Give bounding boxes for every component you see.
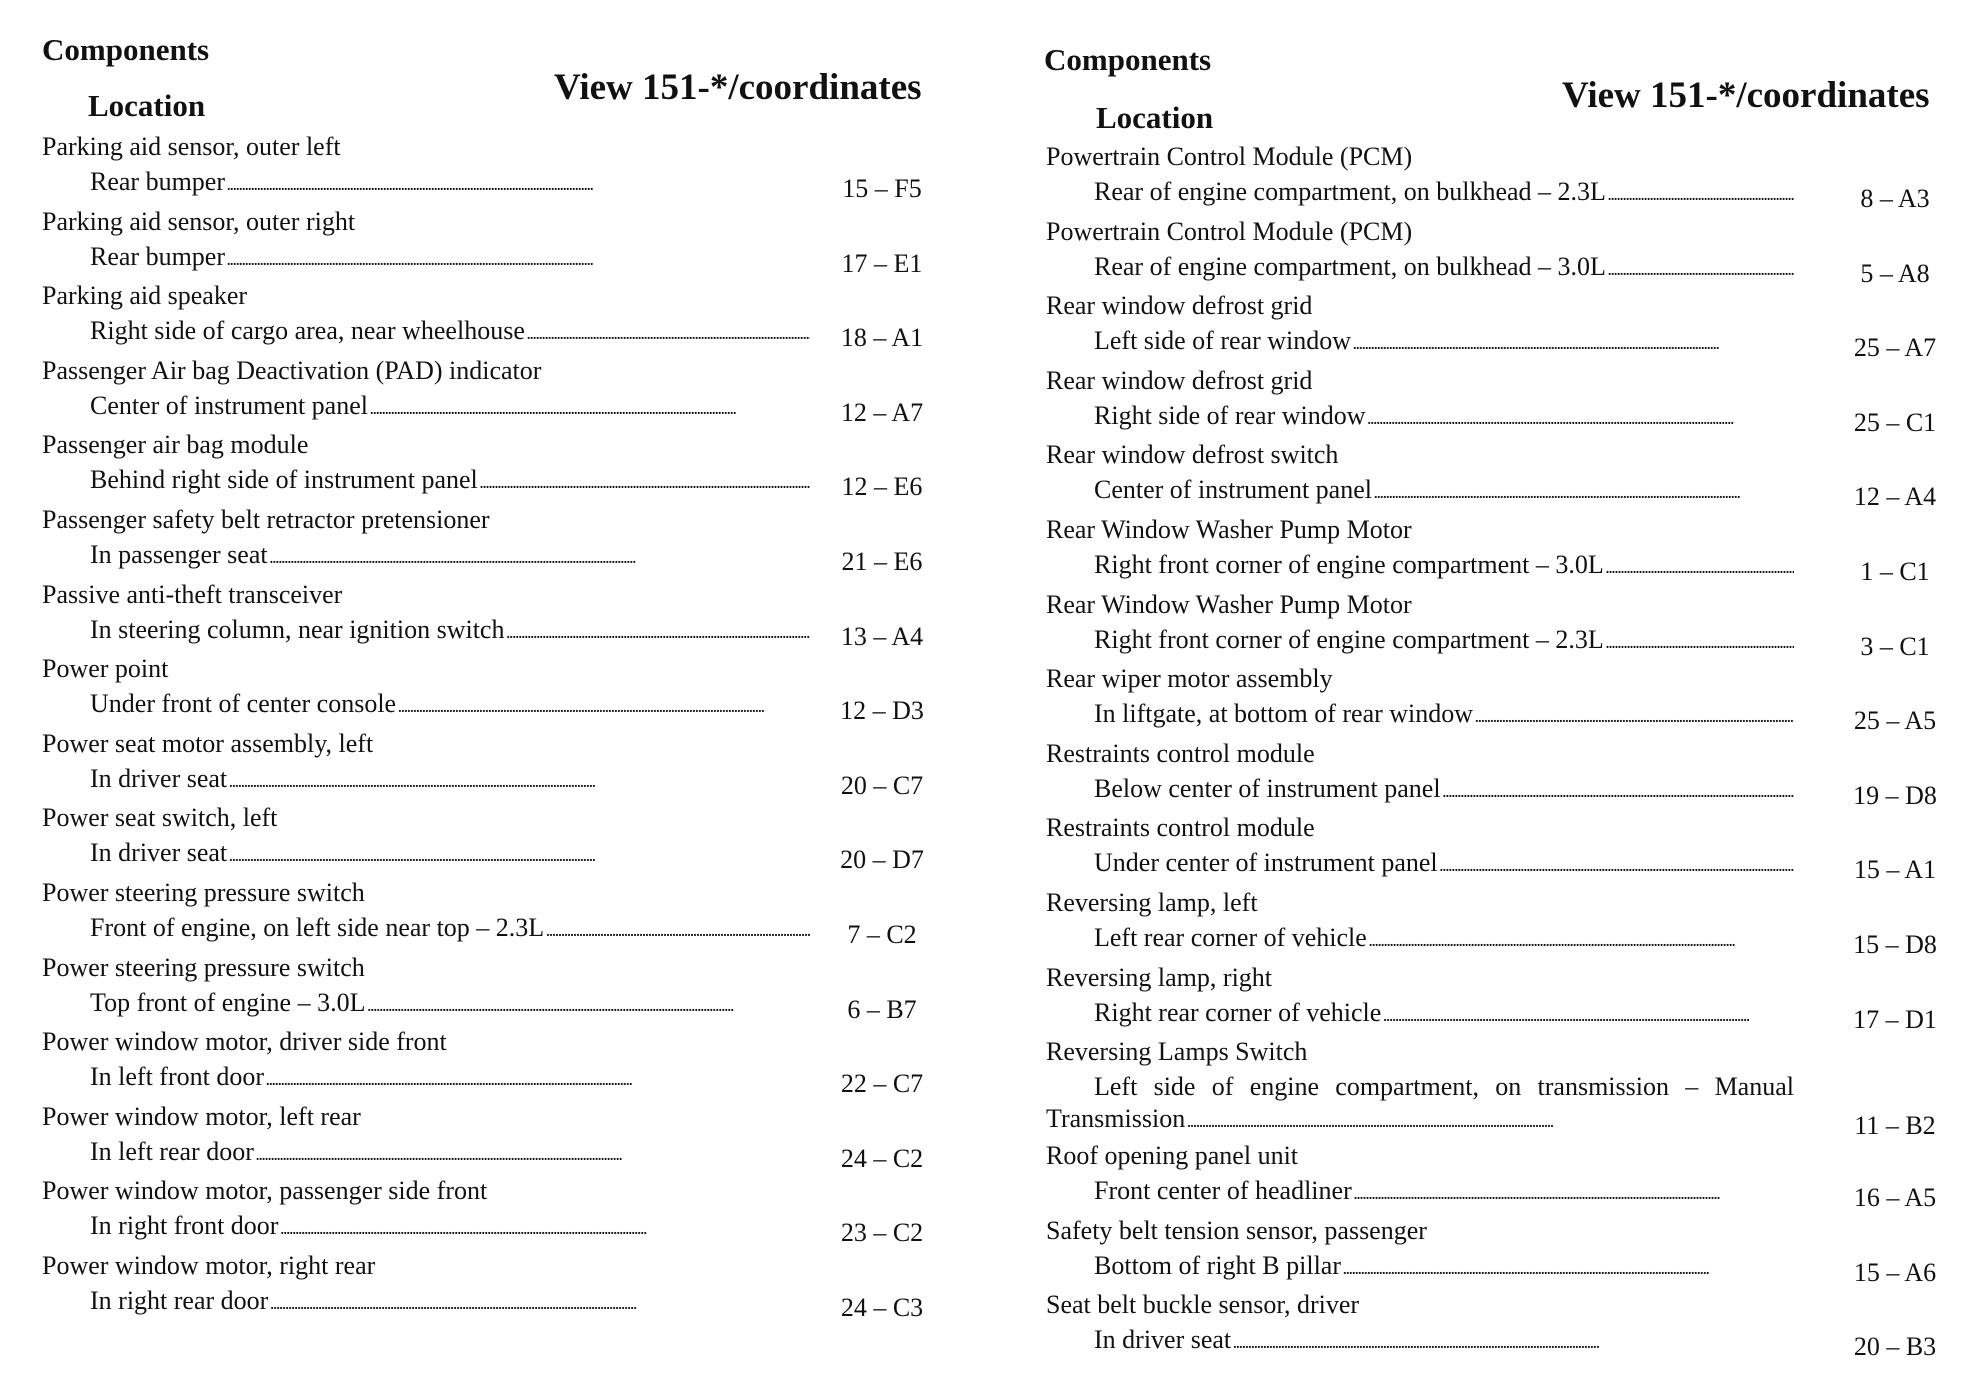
- component-name: Power seat motor assembly, left: [42, 728, 374, 758]
- component-name: Parking aid sensor, outer left: [42, 132, 341, 161]
- view-coordinate: 6 – B7: [847, 994, 917, 1024]
- view-coordinate: 21 – E6: [841, 546, 923, 576]
- view-coordinate: 23 – C2: [840, 1218, 924, 1248]
- component-location: In liftgate, at bottom of rear window . . .: [1094, 698, 1794, 732]
- component-entry: [32, 878, 952, 953]
- component-entry: [32, 132, 952, 207]
- view-coordinate: 25 – A5: [1853, 706, 1937, 736]
- component-entry: [1036, 366, 1956, 441]
- component-location: Below center of instrument panel . . .: [1094, 773, 1794, 807]
- component-list: [32, 132, 952, 1326]
- view-coordinates-heading: View 151-*/coordinates: [1562, 75, 1930, 116]
- components-heading: Components: [1044, 42, 1212, 77]
- component-location: Front of engine, on left side near top – 2.3L . . .: [90, 912, 810, 946]
- component-location: Front center of headliner . . .: [1094, 1175, 1794, 1209]
- component-name: Restraints control module: [1046, 813, 1315, 843]
- component-name: Power steering pressure switch: [42, 952, 365, 982]
- components-heading: Components: [42, 32, 210, 67]
- component-location: Right side of cargo area, near wheelhouse . . .: [90, 315, 810, 349]
- view-coordinate: 1 – C1: [1860, 556, 1930, 586]
- view-coordinate: 12 – D3: [840, 696, 924, 726]
- component-name: Rear Window Washer Pump Motor: [1046, 514, 1412, 544]
- component-entry: [1036, 515, 1956, 590]
- component-list: [1036, 142, 1956, 1365]
- component-location: Right rear corner of vehicle . . .: [1094, 997, 1794, 1031]
- component-entry: [1036, 217, 1956, 292]
- component-location: Right front corner of engine compartment – 2.3L . . .: [1094, 624, 1794, 658]
- component-entry: [32, 953, 952, 1028]
- component-location: Rear bumper . . .: [90, 241, 810, 275]
- view-coordinate: 15 – A6: [1853, 1257, 1937, 1287]
- component-location: In left rear door . . .: [90, 1136, 810, 1170]
- component-name: Passenger air bag module: [42, 430, 309, 460]
- component-entry: [32, 207, 952, 282]
- component-entry: [1036, 888, 1956, 963]
- component-name: Seat belt buckle sensor, driver: [1046, 1290, 1360, 1320]
- component-location: Behind right side of instrument panel . . .: [90, 464, 810, 498]
- component-entry: [1036, 440, 1956, 515]
- view-coordinate: 15 – A1: [1853, 855, 1937, 885]
- component-entry: [1036, 813, 1956, 888]
- component-location: Left side of rear window . . .: [1094, 325, 1794, 359]
- component-name: Reversing Lamps Switch: [1046, 1037, 1308, 1067]
- component-location: In right rear door . . .: [90, 1285, 810, 1319]
- component-location: Center of instrument panel . . .: [1094, 474, 1794, 508]
- component-name: Powertrain Control Module (PCM): [1046, 216, 1413, 246]
- component-location: Rear of engine compartment, on bulkhead – 2.3L . . .: [1094, 176, 1794, 210]
- view-coordinate: 5 – A8: [1860, 258, 1930, 288]
- component-name: Powertrain Control Module (PCM): [1046, 142, 1413, 171]
- component-location: In passenger seat . . .: [90, 539, 810, 573]
- component-name: Power window motor, passenger side front: [42, 1176, 488, 1206]
- component-name: Reversing lamp, left: [1046, 887, 1258, 917]
- view-coordinate: 16 – A5: [1853, 1183, 1937, 1213]
- location-heading: Location: [88, 88, 206, 123]
- view-coordinate: 19 – D8: [1853, 780, 1937, 810]
- component-location: Right front corner of engine compartment – 3.0L . . .: [1094, 549, 1794, 583]
- view-coordinate: 12 – A7: [840, 397, 924, 427]
- view-coordinate: 15 – D8: [1853, 929, 1937, 959]
- view-coordinate: 17 – E1: [841, 248, 923, 278]
- right-page: [1000, 0, 1976, 1392]
- view-coordinate: 20 – C7: [840, 770, 924, 800]
- component-name: Power point: [42, 654, 169, 684]
- component-name: Parking aid sensor, outer right: [42, 206, 356, 236]
- component-location: In right front door . . .: [90, 1210, 810, 1244]
- component-location: Top front of engine – 3.0L . . .: [90, 987, 810, 1021]
- component-name: Safety belt tension sensor, passenger: [1046, 1215, 1427, 1245]
- view-coordinates-heading: View 151-*/coordinates: [554, 67, 922, 108]
- view-coordinate: 8 – A3: [1860, 184, 1930, 213]
- view-coordinate: 25 – A7: [1853, 333, 1937, 363]
- component-location: In steering column, near ignition switch . . .: [90, 614, 810, 648]
- view-coordinate: 20 – D7: [840, 845, 924, 875]
- component-name: Reversing lamp, right: [1046, 962, 1273, 992]
- component-entry: [1036, 291, 1956, 366]
- component-entry: [1036, 142, 1956, 217]
- component-location: In driver seat . . .: [90, 763, 810, 797]
- component-entry: [1036, 1037, 1956, 1141]
- component-entry: [32, 356, 952, 431]
- component-name: Rear window defrost switch: [1046, 440, 1339, 470]
- view-coordinate: 22 – C7: [840, 1069, 924, 1099]
- component-entry: [32, 1027, 952, 1102]
- component-location: Under front of center console . . .: [90, 688, 810, 722]
- component-entry: [32, 505, 952, 580]
- view-coordinate: 3 – C1: [1860, 631, 1930, 661]
- component-location: In driver seat . . .: [1094, 1324, 1794, 1358]
- view-coordinate: 25 – C1: [1853, 407, 1937, 437]
- component-location: Center of instrument panel . . .: [90, 390, 810, 424]
- component-name: Roof opening panel unit: [1046, 1141, 1299, 1171]
- component-entry: [32, 281, 952, 356]
- view-coordinate: 17 – D1: [1853, 1004, 1937, 1034]
- component-entry: [32, 1176, 952, 1251]
- view-coordinate: 12 – E6: [841, 472, 923, 502]
- component-entry: [1036, 664, 1956, 739]
- component-location: In left front door . . .: [90, 1061, 810, 1095]
- component-entry: [1036, 963, 1956, 1038]
- component-location: Left rear corner of vehicle . . .: [1094, 922, 1794, 956]
- view-coordinate: 7 – C2: [847, 919, 917, 949]
- left-page: [0, 0, 980, 1392]
- component-name: Rear window defrost grid: [1046, 291, 1313, 321]
- view-coordinate: 24 – C2: [840, 1143, 924, 1173]
- component-name: Rear window defrost grid: [1046, 365, 1313, 395]
- component-name: Power window motor, driver side front: [42, 1027, 447, 1057]
- component-location: Under center of instrument panel . . .: [1094, 847, 1794, 881]
- component-entry: [32, 654, 952, 729]
- view-coordinate: 12 – A4: [1853, 482, 1937, 512]
- view-coordinate: 24 – C3: [840, 1292, 924, 1322]
- component-entry: [32, 430, 952, 505]
- component-name: Passive anti-theft transceiver: [42, 579, 343, 609]
- component-location: Bottom of right B pillar . . .: [1094, 1250, 1794, 1284]
- component-entry: [32, 1102, 952, 1177]
- component-name: Rear Window Washer Pump Motor: [1046, 589, 1412, 619]
- component-location: Rear of engine compartment, on bulkhead – 3.0L . . .: [1094, 251, 1794, 285]
- view-coordinate: 20 – B3: [1853, 1332, 1937, 1362]
- component-entry: [32, 803, 952, 878]
- component-name: Parking aid speaker: [42, 281, 248, 311]
- component-name: Power seat switch, left: [42, 803, 278, 833]
- component-location: Rear bumper . . .: [90, 166, 810, 200]
- component-entry: [32, 729, 952, 804]
- component-entry: [32, 580, 952, 655]
- component-entry: [1036, 1141, 1956, 1216]
- component-name: Power window motor, right rear: [42, 1250, 376, 1280]
- component-name: Passenger safety belt retractor pretensioner: [42, 504, 490, 534]
- component-location: Left side of engine compartment, on transmission – Manual Transmission . . .: [1046, 1071, 1794, 1141]
- component-name: Power steering pressure switch: [42, 877, 365, 907]
- component-location: In driver seat . . .: [90, 837, 810, 871]
- component-name: Rear wiper motor assembly: [1046, 664, 1333, 694]
- view-coordinate: 18 – A1: [840, 323, 924, 353]
- component-location: Right side of rear window . . .: [1094, 400, 1794, 434]
- component-entry: [1036, 590, 1956, 665]
- component-name: Power window motor, left rear: [42, 1101, 361, 1131]
- component-entry: [32, 1251, 952, 1326]
- component-entry: [1036, 1290, 1956, 1365]
- view-coordinate: 11 – B2: [1854, 1111, 1936, 1141]
- view-coordinate: 13 – A4: [840, 621, 924, 651]
- component-name: Passenger Air bag Deactivation (PAD) indicator: [42, 355, 542, 385]
- view-coordinate: 15 – F5: [842, 174, 922, 203]
- component-entry: [1036, 739, 1956, 814]
- location-heading: Location: [1096, 100, 1214, 135]
- component-name: Restraints control module: [1046, 738, 1315, 768]
- component-entry: [1036, 1216, 1956, 1291]
